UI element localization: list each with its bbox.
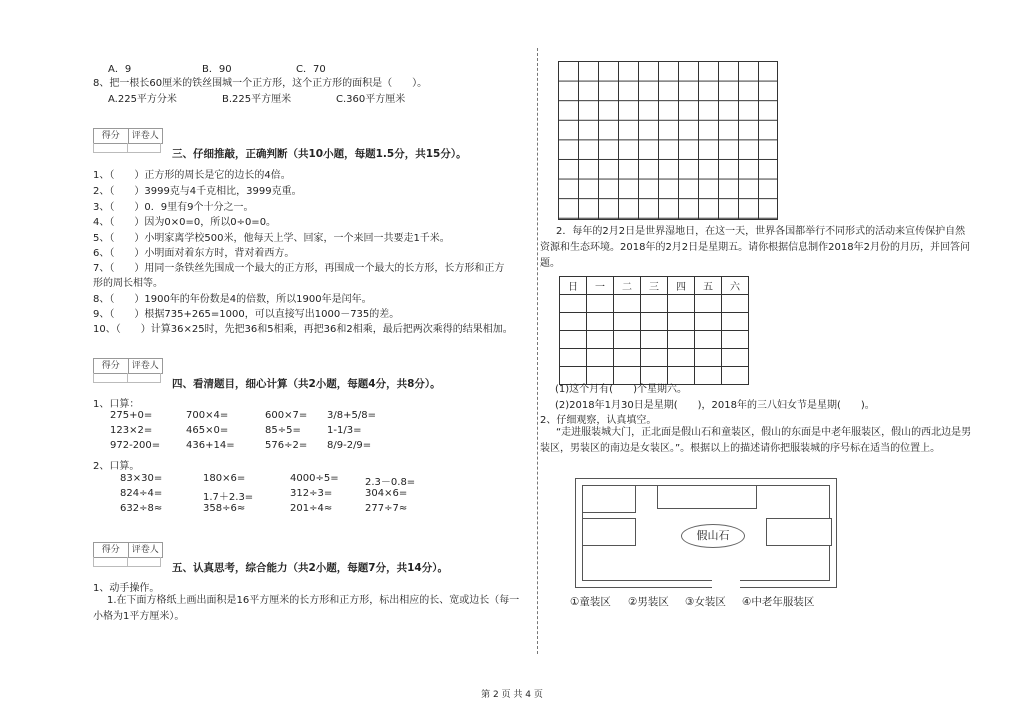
calc-cell: 600×7=: [265, 410, 308, 421]
calc-cell: 275+0=: [110, 410, 153, 421]
grader-label: 评卷人: [131, 131, 159, 141]
s5-sub1: 1、动手操作。: [93, 583, 160, 594]
grader-label: 评卷人: [131, 545, 159, 555]
cal-cell[interactable]: [587, 349, 614, 367]
calc-cell: 358÷6≈: [203, 503, 246, 514]
cal-header: 一: [587, 277, 614, 295]
cal-cell[interactable]: [668, 349, 695, 367]
cal-cell[interactable]: [641, 349, 668, 367]
map-region-box: [657, 485, 757, 509]
calc-cell: 8/9-2/9=: [327, 440, 372, 451]
s4-sub1: 1、口算：: [93, 399, 140, 410]
cal-cell[interactable]: [722, 349, 749, 367]
s3-item: 1、（ ）正方形的周长是它的边长的4倍。: [93, 170, 291, 181]
section-4-title: 四、看清题目，细心计算（共2小题，每题4分，共8分）。: [172, 378, 441, 390]
observe-text: “走进服装城大门，正北面是假山石和童装区，假山的东面是中老年服装区，假山的西北边是男装区，男装区的南边是女装区。”。根据以上的描述请你把服装城的序号标在适当的位置上。: [540, 427, 972, 454]
s3-item: 10、（ ）计算36×25时，先把36和5相乘，再把36和2相乘，最后把两次乘得的结果相加。: [93, 324, 513, 335]
calc-cell: 1.7＋2.3=: [203, 492, 254, 503]
calc-cell: 824÷4=: [120, 488, 163, 499]
score-box: [93, 542, 163, 558]
question-8: 8、把一根长60厘米的铁丝围城一个正方形，这个正方形的面积是（ ）。: [93, 78, 428, 89]
s3-item: 6、（ ）小明面对着东方时，背对着西方。: [93, 248, 295, 259]
s3-item: 7、（ ）用同一条铁丝先围成一个最大的正方形，再围成一个最大的长方形，长方形和正方: [93, 263, 505, 274]
map-region-box: [582, 485, 636, 513]
cal-cell[interactable]: [587, 331, 614, 349]
cal-header: 三: [641, 277, 668, 295]
cal-cell[interactable]: [695, 367, 722, 385]
q8-option-a: A.225平方分米: [108, 94, 177, 105]
cal-cell[interactable]: [614, 331, 641, 349]
calc-cell: 201÷4≈: [290, 503, 333, 514]
s3-item: 9、（ ）根据735+265=1000，可以直接写出1000－735的差。: [93, 309, 400, 320]
cal-cell[interactable]: [722, 295, 749, 313]
calc-cell: 2.3－0.8=: [365, 477, 416, 488]
cal-cell[interactable]: [722, 313, 749, 331]
calc-cell: 436+14=: [186, 440, 235, 451]
legend-item: ①童装区: [570, 596, 611, 608]
square-grid: [558, 61, 778, 220]
cal-cell[interactable]: [668, 313, 695, 331]
calc-cell: 83×30=: [120, 473, 163, 484]
score-box: [93, 358, 163, 374]
grader-label: 评卷人: [131, 361, 159, 371]
cal-header: 五: [695, 277, 722, 295]
score-box: [93, 128, 163, 144]
cal-header: 二: [614, 277, 641, 295]
calc-cell: 123×2=: [110, 425, 153, 436]
score-label: 得分: [94, 129, 129, 143]
calc-cell: 1-1/3=: [327, 425, 362, 436]
q7-option-c: C．70: [296, 64, 326, 75]
cal-header: 四: [668, 277, 695, 295]
s5-instruction: 1.在下面方格纸上画出面积是16平方厘米的长方形和正方形，标出相应的长、宽或边长（每一小格为1平方厘米）。: [93, 595, 520, 622]
s4-sub2: 2、口算。: [93, 461, 140, 472]
city-gate: [712, 580, 740, 588]
calendar-table: [559, 276, 749, 385]
q7-option-b: B．90: [202, 64, 232, 75]
cal-cell[interactable]: [668, 331, 695, 349]
calendar-question-2: (2)2018年1月30日是星期( )，2018年的三八妇女节是星期( )。: [555, 400, 875, 411]
s3-item: 2、（ ）3999克与4千克相比，3999克重。: [93, 186, 302, 197]
q7-option-a: A．9: [108, 64, 132, 75]
score-label: 得分: [94, 543, 129, 557]
calc-cell: 576÷2=: [265, 440, 308, 451]
cal-cell[interactable]: [641, 331, 668, 349]
calc-cell: 277÷7≈: [365, 503, 408, 514]
calc-cell: 304×6=: [365, 488, 408, 499]
s3-item: 4、（ ）因为0×0=0，所以0÷0=0。: [93, 217, 277, 228]
s3-item: 3、（ ）0．9里有9个十分之一。: [93, 202, 254, 213]
score-label: 得分: [94, 359, 129, 373]
cal-cell[interactable]: [641, 313, 668, 331]
clothing-city-map: [575, 478, 837, 588]
cal-cell[interactable]: [614, 295, 641, 313]
calc-cell: 972-200=: [110, 440, 161, 451]
legend-item: ②男装区: [628, 596, 669, 608]
column-divider: [537, 48, 538, 654]
cal-cell[interactable]: [722, 367, 749, 385]
calc-cell: 4000÷5=: [290, 473, 339, 484]
legend-item: ③女装区: [685, 596, 726, 608]
s3-item: 8、（ ）1900年的年份数是4的倍数，所以1900年是闰年。: [93, 294, 372, 305]
calc-cell: 312÷3=: [290, 488, 333, 499]
q8-option-b: B.225平方厘米: [222, 94, 292, 105]
cal-cell[interactable]: [695, 313, 722, 331]
cal-cell[interactable]: [560, 331, 587, 349]
calc-cell: 85÷5=: [265, 425, 301, 436]
s3-item: 5、（ ）小明家离学校500米，他每天上学、回家，一个来回一共要走1千米。: [93, 233, 450, 244]
cal-cell[interactable]: [560, 313, 587, 331]
cal-cell[interactable]: [560, 295, 587, 313]
cal-cell[interactable]: [587, 313, 614, 331]
calc-cell: 700×4=: [186, 410, 229, 421]
cal-cell[interactable]: [641, 295, 668, 313]
cal-cell[interactable]: [695, 295, 722, 313]
calendar-question-1: (1)这个月有( )个星期六。: [555, 384, 687, 395]
cal-cell[interactable]: [614, 313, 641, 331]
section-3-title: 三、仔细推敲，正确判断（共10小题，每题1.5分，共15分）。: [172, 148, 467, 160]
wetland-question: 2．每年的2月2日是世界湿地日，在这一天，世界各国都举行不同形式的活动来宣传保护自然资源和生态环境。2018年的2月2日是星期五。请你根据信息制作2018年2月份的月历，并回答问题。: [540, 226, 970, 269]
rockery-label: 假山石: [681, 524, 745, 548]
cal-cell[interactable]: [668, 295, 695, 313]
calc-cell: 465×0=: [186, 425, 229, 436]
s3-item: 形的周长相等。: [93, 278, 163, 289]
cal-header: 日: [560, 277, 587, 295]
section-5-title: 五、认真思考，综合能力（共2小题，每题7分，共14分）。: [172, 562, 448, 574]
cal-cell[interactable]: [695, 331, 722, 349]
map-region-box: [766, 518, 832, 546]
map-region-box: [582, 518, 636, 546]
calc-cell: 3/8+5/8=: [327, 410, 376, 421]
cal-header: 六: [722, 277, 749, 295]
calc-cell: 180×6=: [203, 473, 246, 484]
cal-cell[interactable]: [722, 331, 749, 349]
legend-item: ④中老年服装区: [742, 596, 815, 608]
cal-cell[interactable]: [560, 349, 587, 367]
cal-cell[interactable]: [695, 349, 722, 367]
q8-option-c: C.360平方厘米: [336, 94, 406, 105]
page-footer: 第 2 页 共 4 页: [481, 690, 543, 700]
observe-heading: 2、仔细观察，认真填空。: [540, 415, 657, 426]
calc-cell: 632÷8≈: [120, 503, 163, 514]
cal-cell[interactable]: [587, 295, 614, 313]
cal-cell[interactable]: [614, 349, 641, 367]
